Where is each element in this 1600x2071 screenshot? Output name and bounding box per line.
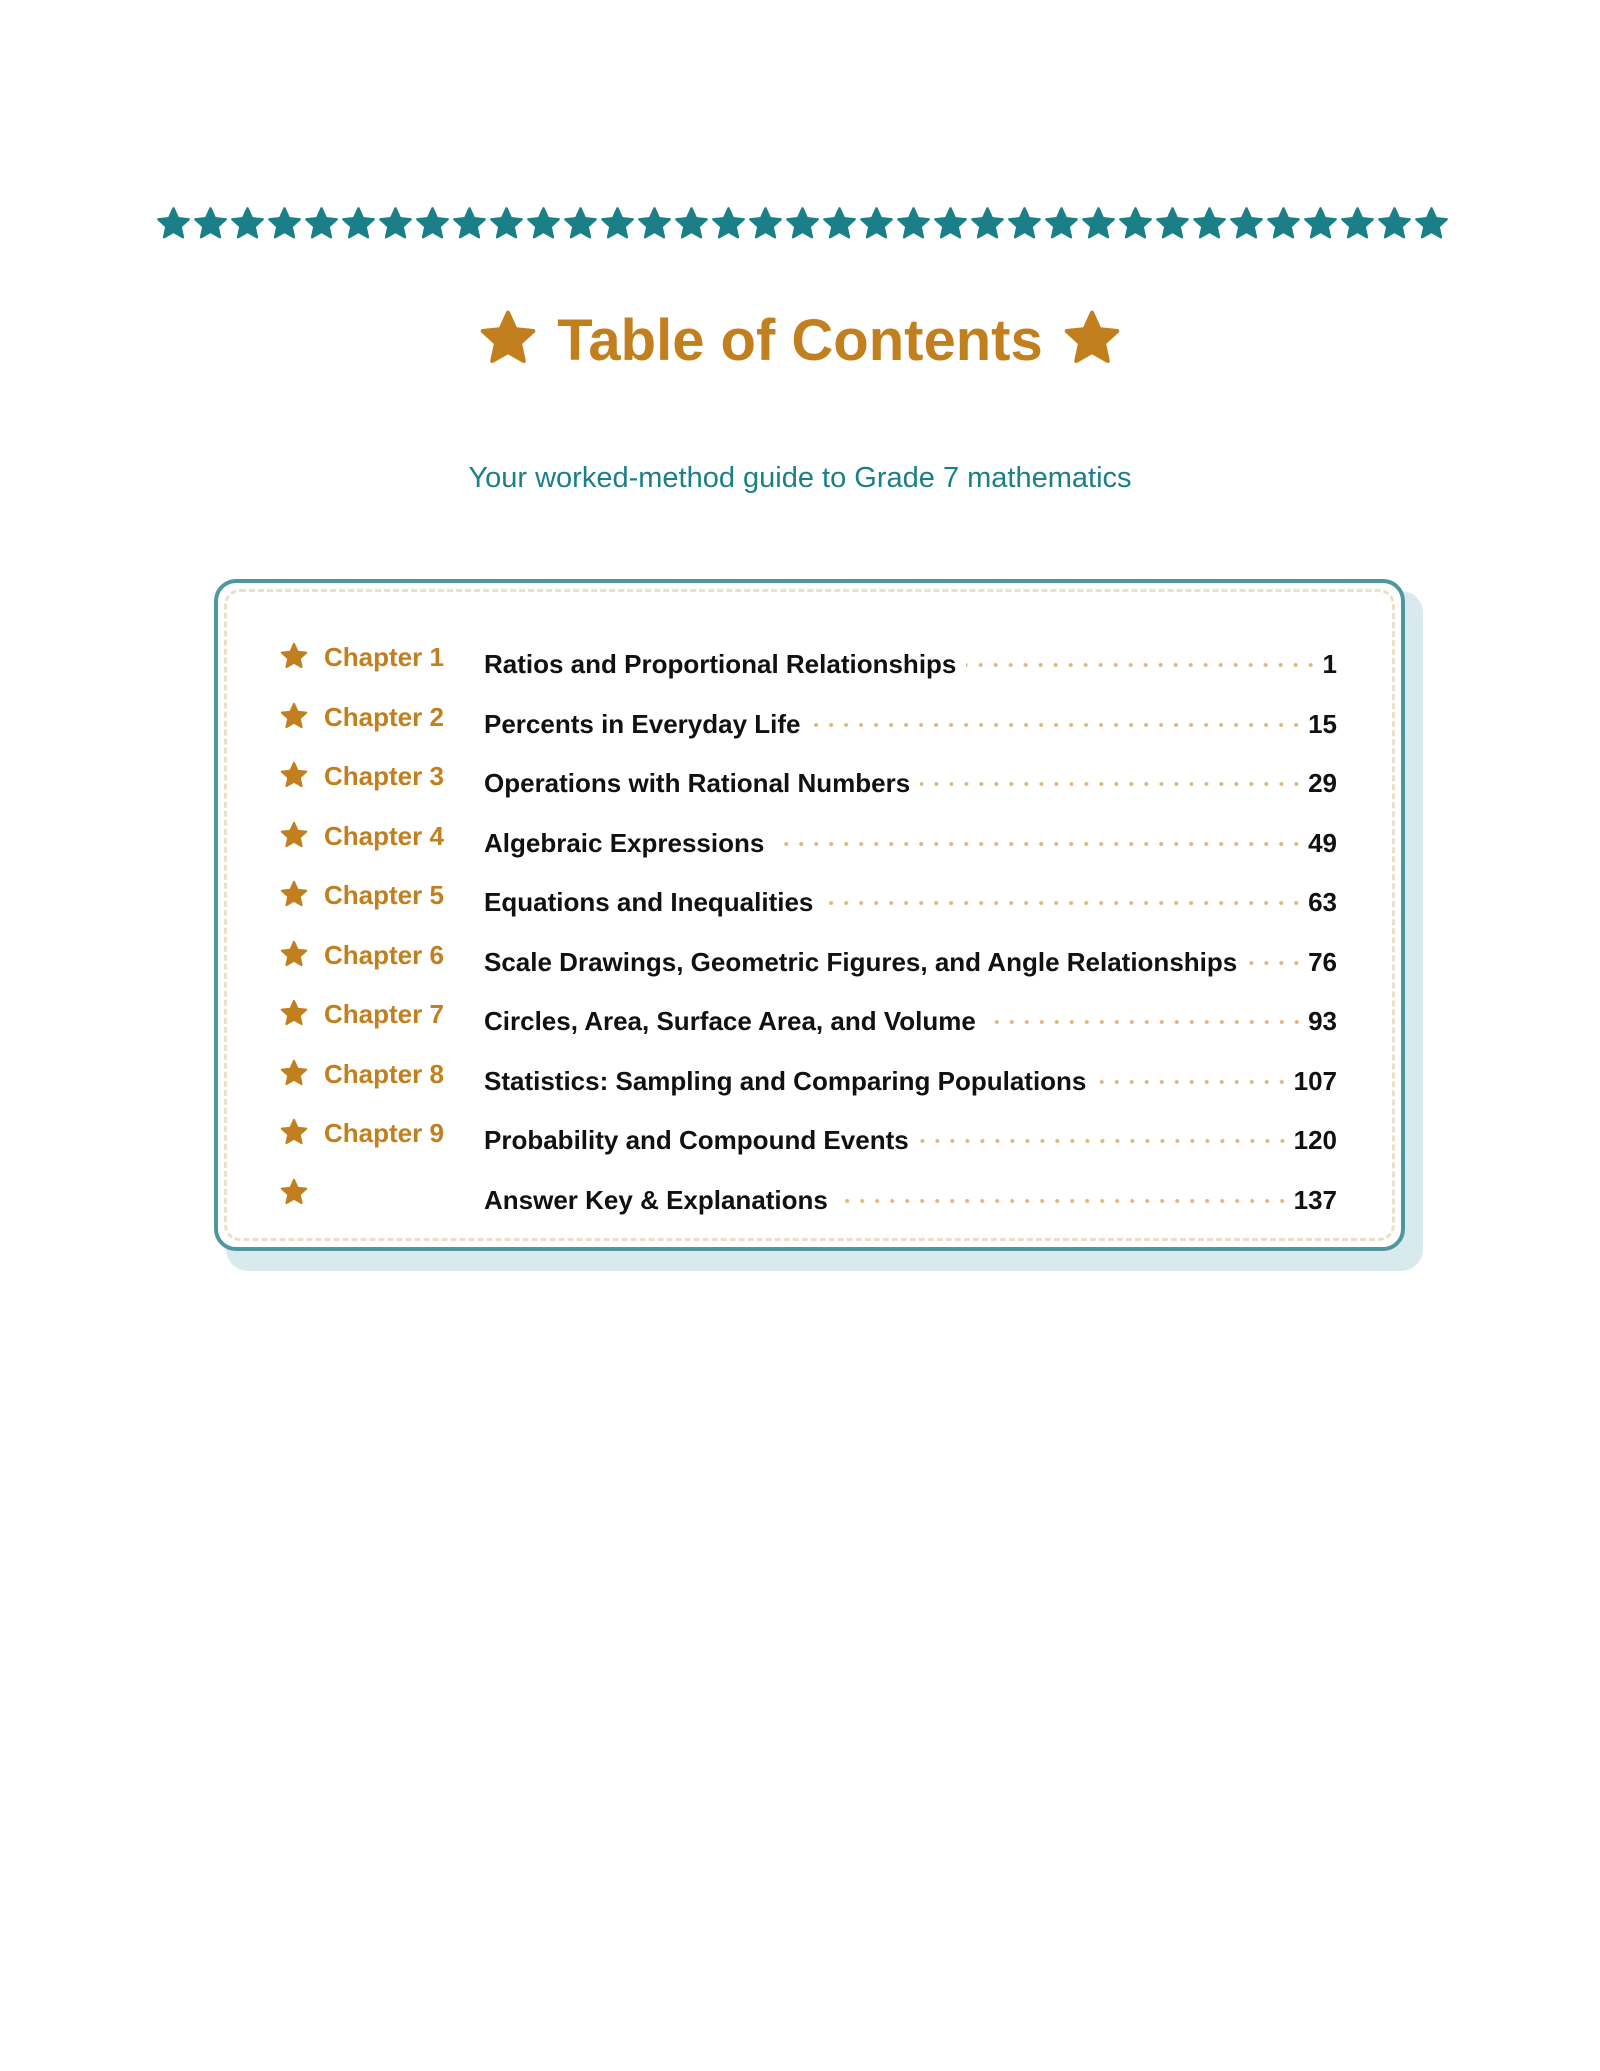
star-icon bbox=[279, 1177, 309, 1207]
toc-page-number: 29 bbox=[1308, 768, 1337, 798]
toc-entry-title: Percents in Everyday Life bbox=[484, 708, 801, 739]
leader-dots bbox=[920, 760, 1304, 792]
toc-entry[interactable] bbox=[218, 695, 1409, 739]
leader-dots bbox=[810, 701, 1304, 733]
star-icon bbox=[1302, 205, 1339, 242]
toc-entry[interactable] bbox=[218, 635, 1409, 679]
star-icon bbox=[599, 205, 636, 242]
toc-chapter-label: Chapter 8 bbox=[324, 1058, 444, 1089]
star-icon bbox=[279, 939, 309, 969]
toc-entry-line bbox=[484, 1177, 1337, 1215]
toc-entry-line bbox=[484, 820, 1337, 858]
star-icon bbox=[969, 205, 1006, 242]
toc-page-number: 107 bbox=[1293, 1065, 1337, 1096]
star-icon bbox=[1117, 205, 1154, 242]
toc-page-number: 93 bbox=[1308, 1006, 1337, 1036]
star-icon bbox=[229, 205, 266, 242]
toc-chapter-label: Chapter 6 bbox=[324, 939, 444, 970]
toc-entry[interactable] bbox=[218, 814, 1409, 858]
star-icon bbox=[477, 307, 539, 369]
star-icon bbox=[155, 205, 192, 242]
star-icon bbox=[895, 205, 932, 242]
toc-entry-title: Probability and Compound Events bbox=[484, 1125, 909, 1155]
toc-chapter-label: Chapter 2 bbox=[324, 701, 444, 732]
star-icon bbox=[340, 205, 377, 242]
toc-chapter-label: Chapter 3 bbox=[324, 761, 444, 791]
star-border-band bbox=[155, 202, 1445, 244]
star-icon bbox=[1154, 205, 1191, 242]
star-icon bbox=[1339, 205, 1376, 242]
toc-page-number: 137 bbox=[1293, 1184, 1337, 1215]
toc-page-number: 49 bbox=[1308, 827, 1337, 858]
star-icon bbox=[488, 205, 525, 242]
star-icon bbox=[279, 1117, 309, 1147]
star-icon bbox=[747, 205, 784, 242]
leader-dots bbox=[986, 998, 1304, 1030]
toc-entry-title: Circles, Area, Surface Area, and Volume bbox=[484, 1006, 976, 1036]
toc-entry-line bbox=[484, 641, 1337, 679]
toc-entry-title: Algebraic Expressions bbox=[484, 827, 765, 858]
star-icon bbox=[1061, 307, 1123, 369]
toc-entry-line bbox=[484, 998, 1337, 1036]
toc-chapter-label: Chapter 9 bbox=[324, 1118, 444, 1148]
star-icon bbox=[562, 205, 599, 242]
toc-entry[interactable] bbox=[218, 992, 1409, 1036]
star-icon bbox=[673, 205, 710, 242]
star-icon bbox=[821, 205, 858, 242]
page-title bbox=[0, 306, 1600, 376]
star-icon bbox=[303, 205, 340, 242]
star-icon bbox=[1043, 205, 1080, 242]
leader-dots bbox=[838, 1177, 1290, 1209]
page-subtitle: Your worked-method guide to Grade 7 mathematics bbox=[468, 462, 1132, 494]
star-icon bbox=[266, 205, 303, 242]
toc-entry-line bbox=[484, 879, 1337, 917]
toc-chapter-label: Chapter 1 bbox=[324, 642, 444, 672]
star-icon bbox=[279, 641, 309, 671]
star-icon bbox=[710, 205, 747, 242]
star-icon bbox=[377, 205, 414, 242]
toc-chapter-label: Chapter 4 bbox=[324, 820, 444, 851]
toc-entry-line bbox=[484, 760, 1337, 798]
star-icon bbox=[1228, 205, 1265, 242]
star-icon bbox=[932, 205, 969, 242]
toc-entry-line bbox=[484, 1117, 1337, 1155]
toc-entry-title: Scale Drawings, Geometric Figures, and Angle Relationships bbox=[484, 946, 1238, 977]
star-icon bbox=[1191, 205, 1228, 242]
toc-page-number: 15 bbox=[1308, 708, 1337, 739]
leader-dots bbox=[774, 820, 1304, 852]
toc-entry-line bbox=[484, 701, 1337, 739]
toc-entry[interactable] bbox=[218, 1111, 1409, 1155]
star-icon bbox=[1265, 205, 1302, 242]
star-icon bbox=[279, 701, 309, 731]
toc-entry-title: Operations with Rational Numbers bbox=[484, 768, 911, 798]
star-icon bbox=[414, 205, 451, 242]
toc-page-number: 76 bbox=[1308, 946, 1337, 977]
star-icon bbox=[1376, 205, 1413, 242]
toc-entry[interactable] bbox=[218, 754, 1409, 798]
toc-chapter-label: Chapter 7 bbox=[324, 999, 444, 1029]
toc-page-number: 1 bbox=[1322, 649, 1337, 679]
leader-dots bbox=[823, 879, 1304, 911]
toc-entry-title: Answer Key & Explanations bbox=[484, 1184, 828, 1215]
toc-entry-title: Ratios and Proportional Relationships bbox=[484, 649, 957, 679]
star-icon bbox=[1006, 205, 1043, 242]
star-icon bbox=[451, 205, 488, 242]
toc-entry-line bbox=[484, 939, 1337, 977]
toc-page-number: 63 bbox=[1308, 887, 1337, 917]
toc-entry-line bbox=[484, 1058, 1337, 1096]
toc-entry[interactable] bbox=[218, 933, 1409, 977]
toc-entry[interactable] bbox=[218, 873, 1409, 917]
leader-dots bbox=[966, 641, 1318, 673]
toc-entry[interactable] bbox=[218, 1171, 1409, 1215]
star-icon bbox=[279, 998, 309, 1028]
page-title-text: Table of Contents bbox=[557, 308, 1043, 373]
leader-dots bbox=[919, 1117, 1290, 1149]
star-icon bbox=[636, 205, 673, 242]
toc-box bbox=[214, 579, 1405, 1251]
star-icon bbox=[1080, 205, 1117, 242]
star-icon bbox=[279, 760, 309, 790]
star-icon bbox=[858, 205, 895, 242]
star-icon bbox=[192, 205, 229, 242]
leader-dots bbox=[1247, 939, 1304, 971]
star-icon bbox=[279, 1058, 309, 1088]
star-icon bbox=[525, 205, 562, 242]
toc-entry-title: Statistics: Sampling and Comparing Populations bbox=[484, 1065, 1087, 1096]
toc-entry[interactable] bbox=[218, 1052, 1409, 1096]
toc-page-number: 120 bbox=[1293, 1125, 1337, 1155]
leader-dots bbox=[1096, 1058, 1289, 1090]
star-icon bbox=[1413, 205, 1450, 242]
star-icon bbox=[279, 820, 309, 850]
star-icon bbox=[279, 879, 309, 909]
toc-entry-title: Equations and Inequalities bbox=[484, 887, 814, 917]
toc-chapter-label: Chapter 5 bbox=[324, 880, 444, 910]
star-icon bbox=[784, 205, 821, 242]
